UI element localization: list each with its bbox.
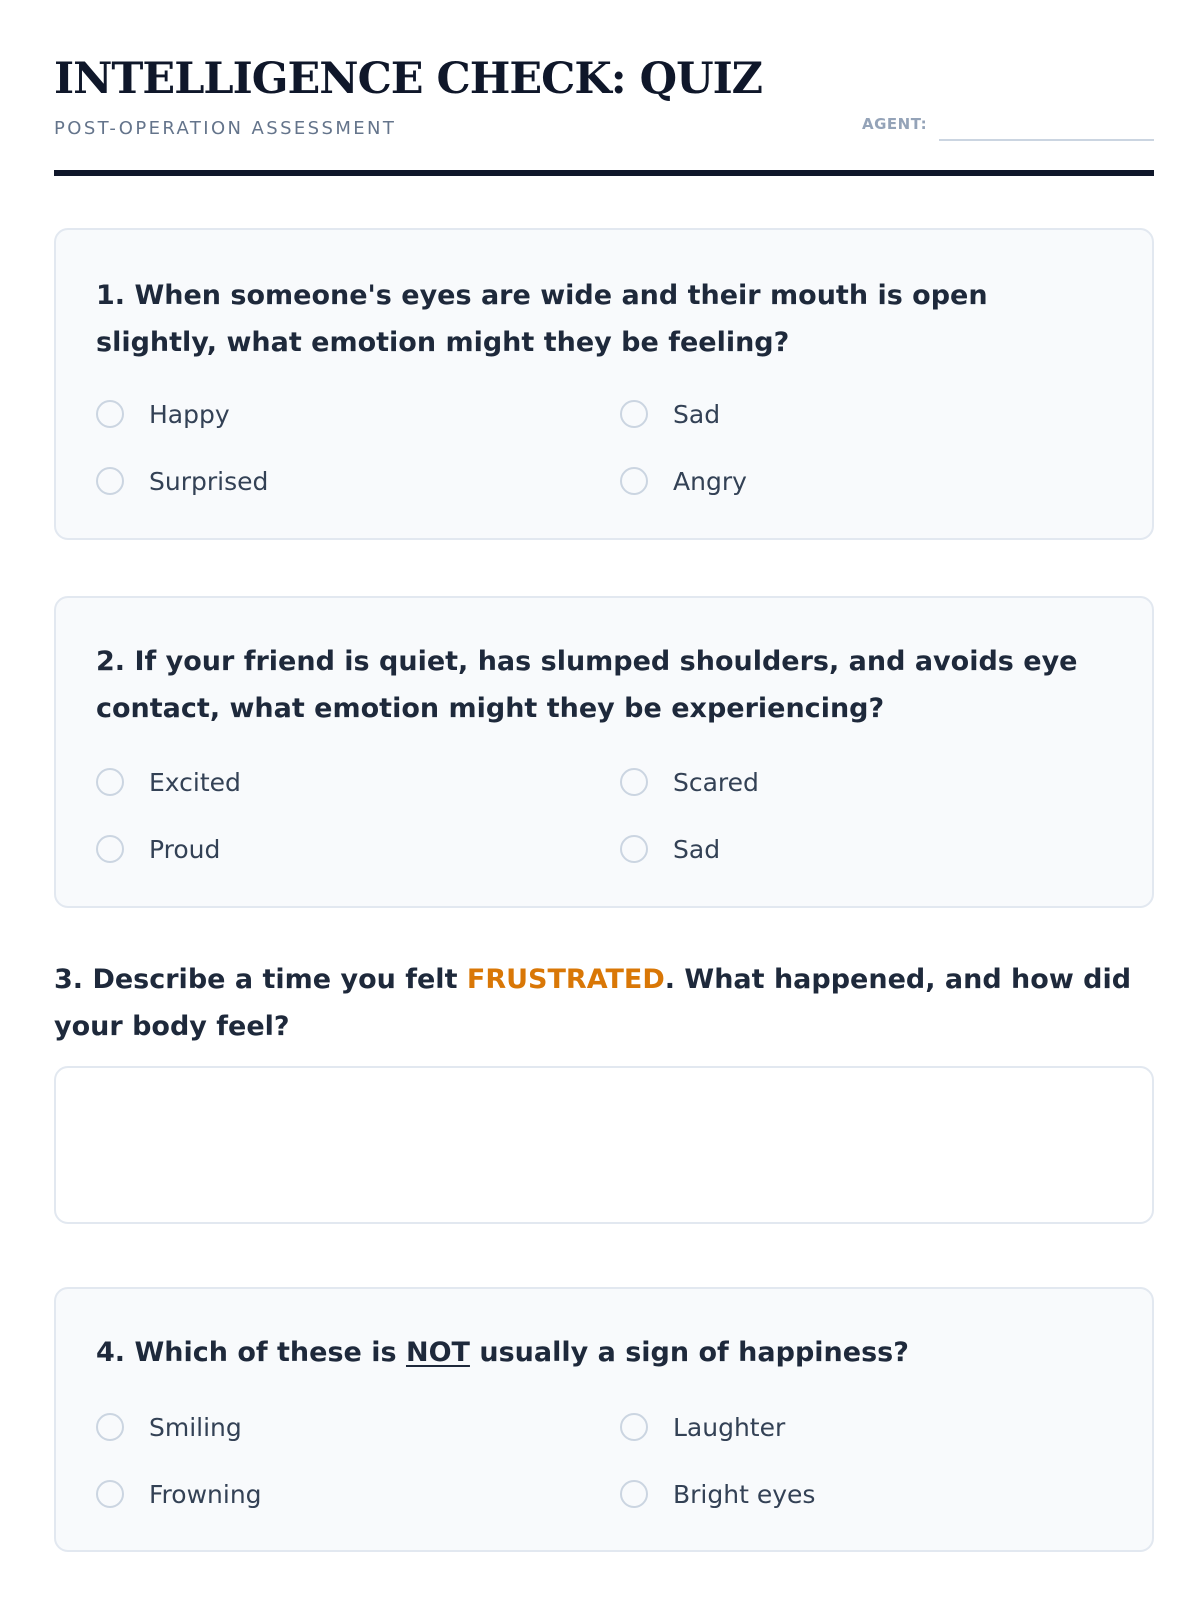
question-4-text [96, 1329, 1112, 1376]
option-label: Smiling [149, 1412, 242, 1442]
question-3-text [54, 956, 1154, 1050]
question-4-card [54, 1287, 1154, 1552]
radio-button[interactable] [620, 835, 648, 863]
question-2-option-sad[interactable] [620, 831, 720, 867]
question-4-option-laughter[interactable] [620, 1409, 785, 1445]
emphasis-not: NOT [405, 1337, 470, 1368]
option-label: Proud [149, 834, 221, 864]
radio-button[interactable] [96, 768, 124, 796]
page-subtitle: POST-OPERATION ASSESSMENT [54, 118, 397, 139]
highlighted-emotion: FRUSTRATED [466, 964, 665, 995]
question-1-card [54, 228, 1154, 540]
header [54, 0, 1154, 176]
question-2-card [54, 596, 1154, 908]
question-3-text-start: 3. Describe a time you felt [54, 964, 467, 995]
option-label: Happy [149, 399, 230, 429]
quiz-page [54, 0, 1154, 1509]
option-label: Frowning [149, 1479, 262, 1509]
question-4-option-frowning[interactable] [96, 1476, 262, 1512]
radio-button[interactable] [96, 1480, 124, 1508]
question-1-text: 1. When someone's eyes are wide and their mouth is open slightly, what emotion might they be feeling? [96, 280, 988, 358]
radio-button[interactable] [96, 835, 124, 863]
radio-button[interactable] [96, 1413, 124, 1441]
question-1-option-angry[interactable] [620, 463, 747, 499]
radio-button[interactable] [620, 467, 648, 495]
question-3-answer-field[interactable] [54, 1066, 1154, 1224]
radio-button[interactable] [96, 467, 124, 495]
question-2-text: 2. If your friend is quiet, has slumped shoulders, and avoids eye contact, what emotion might they be experiencing? [96, 646, 1078, 724]
option-label: Laughter [673, 1412, 786, 1442]
option-label: Angry [673, 466, 747, 496]
agent-name-field[interactable] [939, 106, 1154, 141]
question-4-text-start: 4. Which of these is [96, 1337, 406, 1368]
question-4-option-smiling[interactable] [96, 1409, 242, 1445]
question-2-option-proud[interactable] [96, 831, 220, 867]
agent-label: AGENT: [862, 115, 928, 133]
question-2-option-scared[interactable] [620, 764, 759, 800]
question-4-option-bright-eyes[interactable] [620, 1476, 815, 1512]
radio-button[interactable] [620, 1413, 648, 1441]
option-label: Scared [673, 767, 759, 797]
question-1-option-surprised[interactable] [96, 463, 268, 499]
option-label: Excited [149, 767, 241, 797]
page-title: INTELLIGENCE CHECK: QUIZ [54, 54, 763, 104]
question-1-option-happy[interactable] [96, 396, 230, 432]
option-label: Surprised [149, 466, 269, 496]
option-label: Sad [673, 834, 721, 864]
question-1-option-sad[interactable] [620, 396, 720, 432]
question-2-option-excited[interactable] [96, 764, 241, 800]
radio-button[interactable] [620, 400, 648, 428]
option-label: Sad [673, 399, 721, 429]
radio-button[interactable] [620, 768, 648, 796]
radio-button[interactable] [96, 400, 124, 428]
option-label: Bright eyes [673, 1479, 816, 1509]
radio-button[interactable] [620, 1480, 648, 1508]
question-3-text-end: . What happened, and how did your body feel? [54, 964, 1132, 1042]
question-4-text-end: usually a sign of happiness? [469, 1337, 909, 1368]
